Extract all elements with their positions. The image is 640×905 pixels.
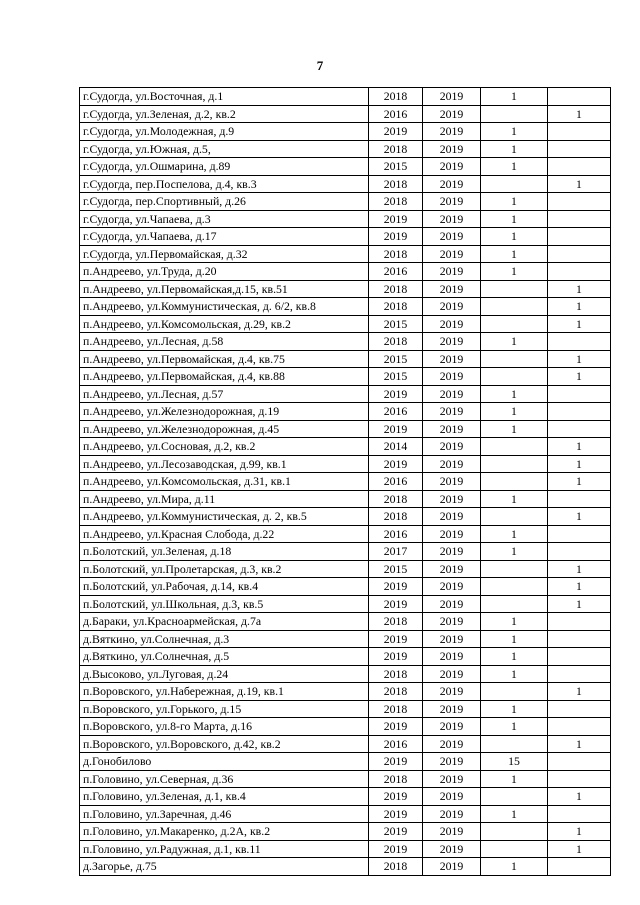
year-built-cell: 2019 xyxy=(369,455,423,473)
count-a-cell xyxy=(481,823,548,841)
count-a-cell: 1 xyxy=(481,630,548,648)
table-row xyxy=(80,595,611,613)
count-b-cell xyxy=(548,193,611,211)
year-built-cell: 2015 xyxy=(369,350,423,368)
year-built-cell: 2019 xyxy=(369,123,423,141)
count-a-cell: 1 xyxy=(481,420,548,438)
year-listed-cell: 2019 xyxy=(423,245,481,263)
year-listed-cell: 2019 xyxy=(423,753,481,771)
count-a-cell xyxy=(481,735,548,753)
table-row xyxy=(80,613,611,631)
count-a-cell xyxy=(481,298,548,316)
count-a-cell: 1 xyxy=(481,228,548,246)
table-row xyxy=(80,455,611,473)
table-row xyxy=(80,718,611,736)
year-listed-cell: 2019 xyxy=(423,175,481,193)
year-built-cell: 2019 xyxy=(369,595,423,613)
year-listed-cell: 2019 xyxy=(423,735,481,753)
count-b-cell: 1 xyxy=(548,578,611,596)
count-a-cell: 1 xyxy=(481,700,548,718)
address-cell: г.Судогда, ул.Зеленая, д.2, кв.2 xyxy=(80,105,369,123)
count-b-cell: 1 xyxy=(548,368,611,386)
housing-registry-table xyxy=(79,87,611,876)
count-a-cell: 1 xyxy=(481,263,548,281)
year-built-cell: 2018 xyxy=(369,508,423,526)
year-built-cell: 2019 xyxy=(369,805,423,823)
count-b-cell xyxy=(548,805,611,823)
year-listed-cell: 2019 xyxy=(423,858,481,876)
count-a-cell: 1 xyxy=(481,158,548,176)
year-built-cell: 2019 xyxy=(369,630,423,648)
count-a-cell: 1 xyxy=(481,140,548,158)
address-cell: п.Головино, ул.Макаренко, д.2А, кв.2 xyxy=(80,823,369,841)
table-row xyxy=(80,823,611,841)
count-b-cell xyxy=(548,210,611,228)
year-listed-cell: 2019 xyxy=(423,770,481,788)
count-a-cell xyxy=(481,280,548,298)
table-row xyxy=(80,683,611,701)
table-row xyxy=(80,543,611,561)
table-row xyxy=(80,193,611,211)
year-built-cell: 2019 xyxy=(369,840,423,858)
table-row xyxy=(80,525,611,543)
year-listed-cell: 2019 xyxy=(423,560,481,578)
count-b-cell xyxy=(548,490,611,508)
count-b-cell: 1 xyxy=(548,105,611,123)
year-listed-cell: 2019 xyxy=(423,368,481,386)
count-a-cell: 1 xyxy=(481,718,548,736)
year-built-cell: 2018 xyxy=(369,245,423,263)
year-listed-cell: 2019 xyxy=(423,508,481,526)
count-b-cell: 1 xyxy=(548,280,611,298)
count-b-cell xyxy=(548,263,611,281)
year-built-cell: 2016 xyxy=(369,105,423,123)
address-cell: п.Андреево, ул.Коммунистическая, д. 6/2, кв.8 xyxy=(80,298,369,316)
year-listed-cell: 2019 xyxy=(423,88,481,106)
table-row xyxy=(80,88,611,106)
table-row xyxy=(80,210,611,228)
year-built-cell: 2018 xyxy=(369,333,423,351)
count-a-cell: 1 xyxy=(481,490,548,508)
count-a-cell: 1 xyxy=(481,210,548,228)
count-b-cell xyxy=(548,858,611,876)
table-row xyxy=(80,648,611,666)
count-a-cell: 1 xyxy=(481,245,548,263)
table-row xyxy=(80,560,611,578)
address-cell: п.Андреево, ул.Железнодорожная, д.45 xyxy=(80,420,369,438)
table-row xyxy=(80,245,611,263)
year-listed-cell: 2019 xyxy=(423,455,481,473)
year-built-cell: 2018 xyxy=(369,193,423,211)
year-listed-cell: 2019 xyxy=(423,525,481,543)
table-row xyxy=(80,228,611,246)
year-listed-cell: 2019 xyxy=(423,403,481,421)
count-b-cell: 1 xyxy=(548,438,611,456)
address-cell: п.Андреево, ул.Сосновая, д.2, кв.2 xyxy=(80,438,369,456)
year-listed-cell: 2019 xyxy=(423,543,481,561)
table-row xyxy=(80,175,611,193)
year-listed-cell: 2019 xyxy=(423,490,481,508)
address-cell: д.Гонобилово xyxy=(80,753,369,771)
year-listed-cell: 2019 xyxy=(423,315,481,333)
table-row xyxy=(80,350,611,368)
count-b-cell: 1 xyxy=(548,350,611,368)
address-cell: г.Судогда, ул.Восточная, д.1 xyxy=(80,88,369,106)
count-b-cell xyxy=(548,753,611,771)
year-built-cell: 2018 xyxy=(369,770,423,788)
address-cell: п.Андреево, ул.Комсомольская, д.31, кв.1 xyxy=(80,473,369,491)
table-row xyxy=(80,490,611,508)
table-row xyxy=(80,770,611,788)
year-listed-cell: 2019 xyxy=(423,683,481,701)
count-b-cell xyxy=(548,385,611,403)
year-built-cell: 2016 xyxy=(369,473,423,491)
year-built-cell: 2015 xyxy=(369,315,423,333)
address-cell: г.Судогда, ул.Чапаева, д.17 xyxy=(80,228,369,246)
table-row xyxy=(80,403,611,421)
year-built-cell: 2019 xyxy=(369,788,423,806)
year-built-cell: 2019 xyxy=(369,648,423,666)
count-b-cell xyxy=(548,525,611,543)
year-listed-cell: 2019 xyxy=(423,158,481,176)
table-row xyxy=(80,665,611,683)
year-listed-cell: 2019 xyxy=(423,595,481,613)
count-a-cell: 1 xyxy=(481,525,548,543)
address-cell: г.Судогда, ул.Чапаева, д.3 xyxy=(80,210,369,228)
count-b-cell: 1 xyxy=(548,840,611,858)
year-listed-cell: 2019 xyxy=(423,438,481,456)
year-listed-cell: 2019 xyxy=(423,665,481,683)
count-b-cell xyxy=(548,123,611,141)
count-b-cell xyxy=(548,420,611,438)
count-a-cell xyxy=(481,683,548,701)
table-row xyxy=(80,630,611,648)
address-cell: д.Вяткино, ул.Солнечная, д.3 xyxy=(80,630,369,648)
year-listed-cell: 2019 xyxy=(423,298,481,316)
table-row xyxy=(80,123,611,141)
count-a-cell: 1 xyxy=(481,403,548,421)
registry-table-body xyxy=(80,88,611,876)
count-b-cell: 1 xyxy=(548,595,611,613)
count-b-cell xyxy=(548,770,611,788)
year-built-cell: 2018 xyxy=(369,700,423,718)
address-cell: г.Судогда, пер.Спортивный, д.26 xyxy=(80,193,369,211)
address-cell: п.Андреево, ул.Красная Слобода, д.22 xyxy=(80,525,369,543)
count-a-cell: 1 xyxy=(481,543,548,561)
count-a-cell: 15 xyxy=(481,753,548,771)
address-cell: д.Загорье, д.75 xyxy=(80,858,369,876)
year-listed-cell: 2019 xyxy=(423,263,481,281)
count-a-cell xyxy=(481,560,548,578)
address-cell: п.Головино, ул.Северная, д.36 xyxy=(80,770,369,788)
year-built-cell: 2016 xyxy=(369,525,423,543)
count-a-cell: 1 xyxy=(481,858,548,876)
table-row xyxy=(80,105,611,123)
table-row xyxy=(80,368,611,386)
address-cell: г.Судогда, пер.Поспелова, д.4, кв.3 xyxy=(80,175,369,193)
count-b-cell xyxy=(548,228,611,246)
address-cell: д.Бараки, ул.Красноармейская, д.7а xyxy=(80,613,369,631)
count-a-cell xyxy=(481,315,548,333)
address-cell: п.Головино, ул.Радужная, д.1, кв.11 xyxy=(80,840,369,858)
count-b-cell xyxy=(548,630,611,648)
year-listed-cell: 2019 xyxy=(423,630,481,648)
table-row xyxy=(80,700,611,718)
table-row xyxy=(80,508,611,526)
page-number: 7 xyxy=(316,58,324,73)
year-listed-cell: 2019 xyxy=(423,578,481,596)
count-a-cell: 1 xyxy=(481,665,548,683)
table-row xyxy=(80,280,611,298)
year-listed-cell: 2019 xyxy=(423,123,481,141)
address-cell: п.Андреево, ул.Комсомольская, д.29, кв.2 xyxy=(80,315,369,333)
count-a-cell xyxy=(481,455,548,473)
count-a-cell xyxy=(481,788,548,806)
count-b-cell xyxy=(548,718,611,736)
address-cell: п.Андреево, ул.Коммунистическая, д. 2, кв.5 xyxy=(80,508,369,526)
address-cell: п.Андреево, ул.Лесная, д.58 xyxy=(80,333,369,351)
count-b-cell xyxy=(548,403,611,421)
year-built-cell: 2016 xyxy=(369,735,423,753)
address-cell: п.Головино, ул.Заречная, д.46 xyxy=(80,805,369,823)
year-listed-cell: 2019 xyxy=(423,473,481,491)
table-row xyxy=(80,578,611,596)
year-built-cell: 2018 xyxy=(369,298,423,316)
table-row xyxy=(80,438,611,456)
year-built-cell: 2018 xyxy=(369,280,423,298)
year-listed-cell: 2019 xyxy=(423,700,481,718)
count-a-cell xyxy=(481,840,548,858)
count-b-cell: 1 xyxy=(548,455,611,473)
year-built-cell: 2018 xyxy=(369,665,423,683)
address-cell: п.Болотский, ул.Рабочая, д.14, кв.4 xyxy=(80,578,369,596)
year-listed-cell: 2019 xyxy=(423,718,481,736)
address-cell: п.Воровского, ул.8-го Марта, д.16 xyxy=(80,718,369,736)
address-cell: п.Андреево, ул.Первомайская, д.4, кв.88 xyxy=(80,368,369,386)
address-cell: п.Головино, ул.Зеленая, д.1, кв.4 xyxy=(80,788,369,806)
table-row xyxy=(80,140,611,158)
count-b-cell xyxy=(548,665,611,683)
count-a-cell: 1 xyxy=(481,613,548,631)
year-built-cell: 2016 xyxy=(369,263,423,281)
year-built-cell: 2018 xyxy=(369,175,423,193)
count-b-cell xyxy=(548,140,611,158)
count-a-cell: 1 xyxy=(481,385,548,403)
count-b-cell: 1 xyxy=(548,735,611,753)
year-listed-cell: 2019 xyxy=(423,823,481,841)
year-built-cell: 2018 xyxy=(369,490,423,508)
year-listed-cell: 2019 xyxy=(423,193,481,211)
table-row xyxy=(80,158,611,176)
count-b-cell xyxy=(548,245,611,263)
count-b-cell xyxy=(548,648,611,666)
year-listed-cell: 2019 xyxy=(423,840,481,858)
table-row xyxy=(80,473,611,491)
count-a-cell xyxy=(481,350,548,368)
address-cell: г.Судогда, ул.Молодежная, д.9 xyxy=(80,123,369,141)
count-b-cell xyxy=(548,333,611,351)
count-b-cell: 1 xyxy=(548,473,611,491)
count-b-cell xyxy=(548,543,611,561)
year-listed-cell: 2019 xyxy=(423,105,481,123)
year-built-cell: 2019 xyxy=(369,228,423,246)
count-a-cell: 1 xyxy=(481,333,548,351)
address-cell: г.Судогда, ул.Ошмарина, д.89 xyxy=(80,158,369,176)
address-cell: г.Судогда, ул.Первомайская, д.32 xyxy=(80,245,369,263)
address-cell: г.Судогда, ул.Южная, д.5, xyxy=(80,140,369,158)
count-a-cell xyxy=(481,578,548,596)
table-row xyxy=(80,333,611,351)
table-row xyxy=(80,263,611,281)
count-a-cell: 1 xyxy=(481,193,548,211)
year-built-cell: 2015 xyxy=(369,368,423,386)
table-row xyxy=(80,298,611,316)
count-b-cell: 1 xyxy=(548,508,611,526)
count-a-cell xyxy=(481,595,548,613)
year-listed-cell: 2019 xyxy=(423,788,481,806)
address-cell: п.Андреево, ул.Железнодорожная, д.19 xyxy=(80,403,369,421)
year-listed-cell: 2019 xyxy=(423,210,481,228)
count-b-cell: 1 xyxy=(548,823,611,841)
year-built-cell: 2016 xyxy=(369,403,423,421)
address-cell: п.Воровского, ул.Горького, д.15 xyxy=(80,700,369,718)
count-b-cell xyxy=(548,158,611,176)
count-b-cell: 1 xyxy=(548,315,611,333)
table-row xyxy=(80,805,611,823)
table-row xyxy=(80,840,611,858)
count-b-cell xyxy=(548,88,611,106)
count-a-cell xyxy=(481,473,548,491)
year-built-cell: 2014 xyxy=(369,438,423,456)
year-built-cell: 2019 xyxy=(369,210,423,228)
year-listed-cell: 2019 xyxy=(423,350,481,368)
year-listed-cell: 2019 xyxy=(423,420,481,438)
address-cell: п.Андреево, ул.Мира, д.11 xyxy=(80,490,369,508)
year-listed-cell: 2019 xyxy=(423,805,481,823)
year-built-cell: 2018 xyxy=(369,88,423,106)
count-a-cell: 1 xyxy=(481,770,548,788)
count-b-cell: 1 xyxy=(548,298,611,316)
table-row xyxy=(80,858,611,876)
year-listed-cell: 2019 xyxy=(423,613,481,631)
address-cell: п.Андреево, ул.Первомайская, д.4, кв.75 xyxy=(80,350,369,368)
count-a-cell: 1 xyxy=(481,123,548,141)
table-row xyxy=(80,315,611,333)
year-built-cell: 2019 xyxy=(369,385,423,403)
year-built-cell: 2015 xyxy=(369,560,423,578)
year-listed-cell: 2019 xyxy=(423,385,481,403)
address-cell: п.Андреево, ул.Труда, д.20 xyxy=(80,263,369,281)
count-a-cell: 1 xyxy=(481,88,548,106)
count-b-cell xyxy=(548,613,611,631)
year-built-cell: 2018 xyxy=(369,613,423,631)
address-cell: д.Высоково, ул.Луговая, д.24 xyxy=(80,665,369,683)
count-a-cell xyxy=(481,105,548,123)
address-cell: п.Андреево, ул.Лесная, д.57 xyxy=(80,385,369,403)
count-a-cell xyxy=(481,438,548,456)
count-b-cell: 1 xyxy=(548,683,611,701)
year-listed-cell: 2019 xyxy=(423,648,481,666)
year-built-cell: 2019 xyxy=(369,420,423,438)
table-row xyxy=(80,420,611,438)
address-cell: п.Болотский, ул.Школьная, д.3, кв.5 xyxy=(80,595,369,613)
count-b-cell: 1 xyxy=(548,560,611,578)
year-listed-cell: 2019 xyxy=(423,140,481,158)
year-built-cell: 2019 xyxy=(369,718,423,736)
count-b-cell xyxy=(548,700,611,718)
count-a-cell xyxy=(481,368,548,386)
count-a-cell: 1 xyxy=(481,648,548,666)
address-cell: п.Воровского, ул.Воровского, д.42, кв.2 xyxy=(80,735,369,753)
table-row xyxy=(80,753,611,771)
address-cell: п.Болотский, ул.Пролетарская, д.3, кв.2 xyxy=(80,560,369,578)
count-a-cell xyxy=(481,175,548,193)
address-cell: п.Андреево, ул.Первомайская,д.15, кв.51 xyxy=(80,280,369,298)
year-built-cell: 2019 xyxy=(369,753,423,771)
year-listed-cell: 2019 xyxy=(423,333,481,351)
count-a-cell: 1 xyxy=(481,805,548,823)
table-row xyxy=(80,735,611,753)
year-listed-cell: 2019 xyxy=(423,280,481,298)
count-a-cell xyxy=(481,508,548,526)
address-cell: п.Андреево, ул.Лесозаводская, д.99, кв.1 xyxy=(80,455,369,473)
year-built-cell: 2019 xyxy=(369,578,423,596)
year-built-cell: 2018 xyxy=(369,683,423,701)
year-listed-cell: 2019 xyxy=(423,228,481,246)
address-cell: д.Вяткино, ул.Солнечная, д.5 xyxy=(80,648,369,666)
year-built-cell: 2018 xyxy=(369,858,423,876)
table-row xyxy=(80,385,611,403)
year-built-cell: 2015 xyxy=(369,158,423,176)
year-built-cell: 2017 xyxy=(369,543,423,561)
year-built-cell: 2019 xyxy=(369,823,423,841)
year-built-cell: 2018 xyxy=(369,140,423,158)
count-b-cell: 1 xyxy=(548,788,611,806)
count-b-cell: 1 xyxy=(548,175,611,193)
table-row xyxy=(80,788,611,806)
address-cell: п.Воровского, ул.Набережная, д.19, кв.1 xyxy=(80,683,369,701)
address-cell: п.Болотский, ул.Зеленая, д.18 xyxy=(80,543,369,561)
